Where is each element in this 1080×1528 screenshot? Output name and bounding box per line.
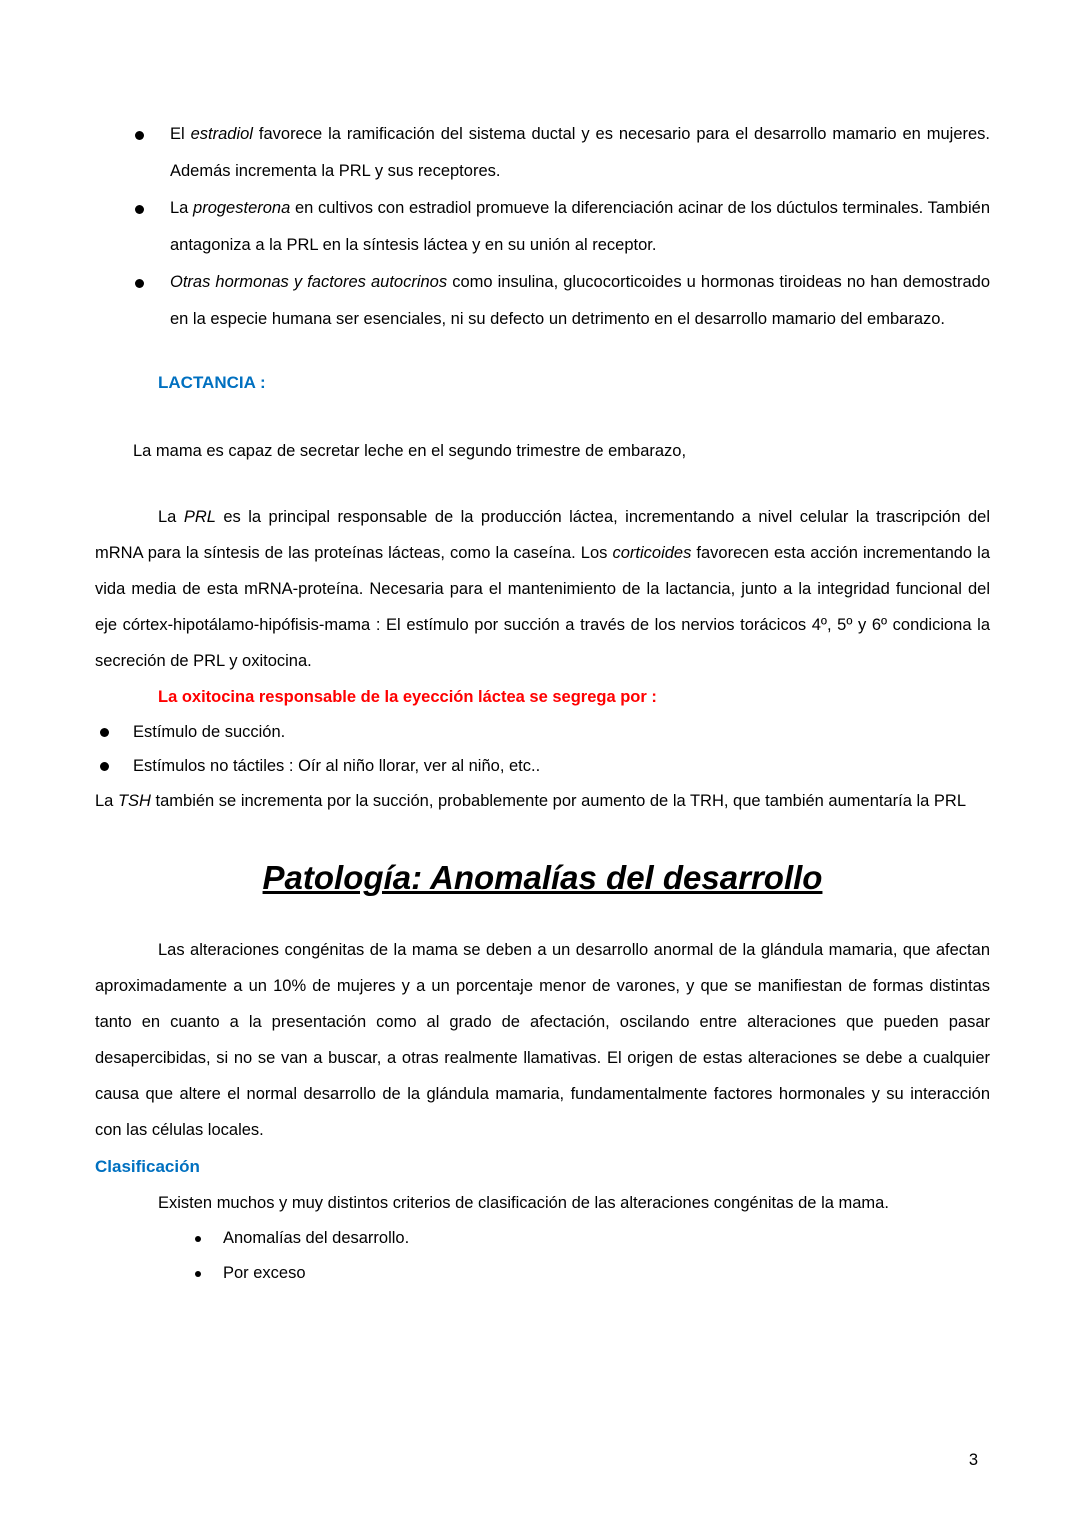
paragraph-alteraciones: Las alteraciones congénitas de la mama se deben a un desarrollo anormal de la glándula mamaria, que afectan aproximadamente a un 10% de mujeres y a un porcentaje menor de varones, y que se manifiestan de formas distintas tanto en cuanto a la presentación como al grado de afectación, oscilando entre alteraciones que pueden pasar desapercibidas, si no se van a buscar, a otras realmente llamativas. El origen de estas alteraciones se debe a cualquier causa que altere el normal desarrollo de la glándula mamaria, fundamentalmente factores hormonales y su interacción con las células locales. [95,941,990,1139]
bullet-icon [135,205,144,214]
list-item [95,715,990,749]
list-item-text: Anomalías del desarrollo. [223,1229,410,1247]
list-item [95,1221,990,1256]
bullet-icon [195,1236,201,1242]
list-item-text: El estradiol favorece la ramificación del sistema ductal y es necesario para el desarrollo mamario en mujeres. Además incrementa la PRL y sus receptores. [170,125,991,180]
oxitocina-bullet-list [95,715,990,783]
list-item-text: Otras hormonas y factores autocrinos como insulina, glucocorticoides u hormonas tiroideas no han demostrado en la especie humana ser esenciales, ni su defecto un detrimento en el desarrollo mamario del embarazo. [170,273,990,328]
list-item [95,264,990,338]
page-number: 3 [968,1451,978,1469]
paragraph-clasificacion-intro: Existen muchos y muy distintos criterios de clasificación de las alteraciones congénitas de la mama. [158,1194,889,1212]
bullet-icon [100,728,109,737]
list-item-text: Estímulos no táctiles : Oír al niño llorar, ver al niño, etc.. [133,757,541,775]
paragraph-lactancia-intro: La mama es capaz de secretar leche en el segundo trimestre de embarazo, [133,442,687,460]
page-title: Patología: Anomalías del desarrollo [262,859,823,896]
list-item [95,1256,990,1291]
list-item [95,190,990,264]
oxitocina-statement: La oxitocina responsable de la eyección láctea se segrega por : [158,688,657,706]
bullet-icon [100,762,109,771]
clasificacion-bullet-list [95,1221,990,1291]
section-heading-lactancia: LACTANCIA : [158,373,266,392]
bullet-icon [195,1271,201,1277]
bullet-icon [135,279,144,288]
paragraph-prl: La PRL es la principal responsable de la producción láctea, incrementando a nivel celular la trascripción del mRNA para la síntesis de las proteínas lácteas, como la caseína. Los corticoides favorecen esta acción incrementando la vida media de esta mRNA-proteína. Necesaria para el mantenimiento de la lactancia, junto a la integridad funcional del eje córtex-hipotálamo-hipófisis-mama : El estímulo por succión a través de los nervios torácicos 4º, 5º y 6º condiciona la secreción de PRL y oxitocina. [95,508,990,670]
list-item-text: La progesterona en cultivos con estradiol promueve la diferenciación acinar de los dúctulos terminales. También antagoniza a la PRL en la síntesis láctea y en su unión al receptor. [170,199,990,254]
hormone-bullet-list [95,116,990,338]
section-heading-clasificacion: Clasificación [95,1157,200,1176]
list-item [95,116,990,190]
list-item-text: Por exceso [223,1264,306,1282]
paragraph-tsh: La TSH también se incrementa por la succión, probablemente por aumento de la TRH, que también aumentaría la PRL [95,792,967,810]
bullet-icon [135,131,144,140]
list-item-text: Estímulo de succión. [133,723,286,741]
list-item [95,749,990,783]
